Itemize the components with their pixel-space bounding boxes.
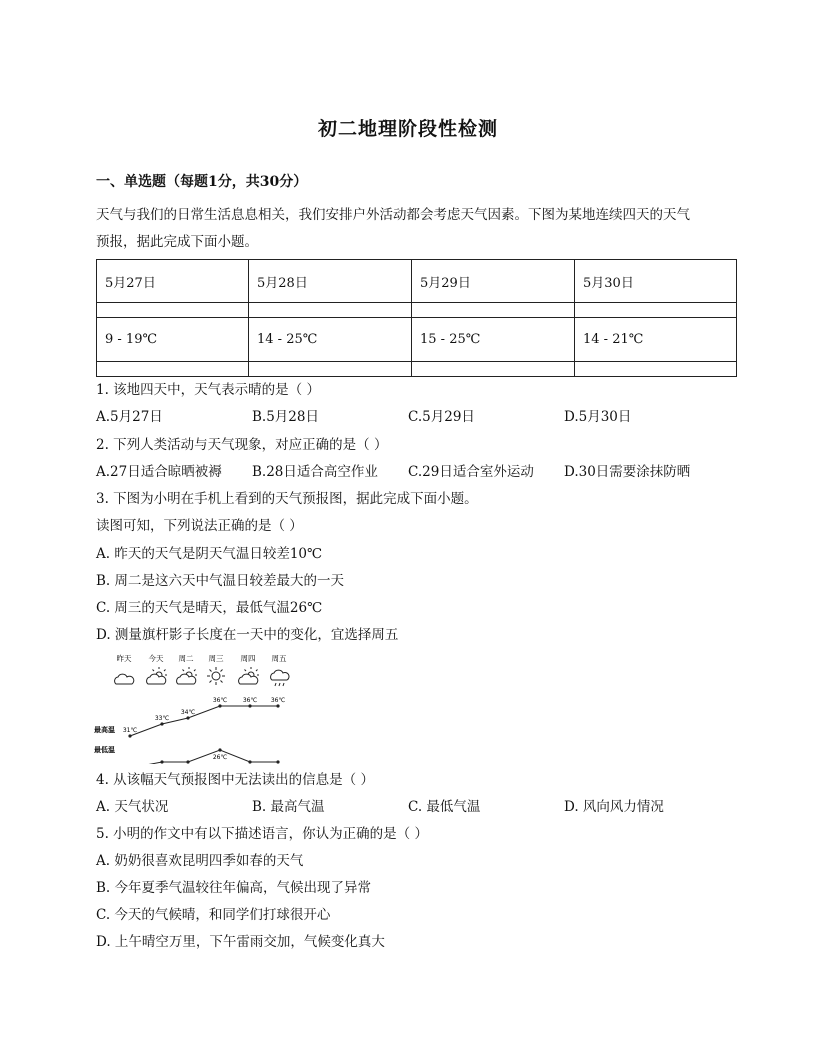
question-3-stem: 3. 下图为小明在手机上看到的天气预报图，据此完成下面小题。 — [96, 491, 478, 507]
day-label: 周三 — [208, 654, 224, 663]
weather-forecast-figure — [90, 652, 300, 764]
question-4-option-b[interactable]: B. 最高气温 — [252, 799, 325, 815]
table-date-cell: 5月27日 — [97, 260, 249, 303]
high-temp-data-label: 36℃ — [242, 697, 258, 704]
high-temp-data-label: 31℃ — [122, 727, 138, 734]
question-1-stem: 1. 该地四天中，天气表示晴的是（ ） — [96, 382, 320, 398]
cloudy-icon — [115, 674, 134, 684]
sun-cloud-icon — [239, 667, 259, 684]
sunny-icon — [207, 667, 225, 685]
question-5-option-c[interactable]: C. 今天的气候晴，和同学们打球很开心 — [96, 907, 331, 923]
low-temp-data-label: 26℃ — [212, 754, 228, 761]
question-4-option-a[interactable]: A. 天气状况 — [96, 799, 169, 815]
low-temp-point — [160, 760, 163, 763]
day-label: 今天 — [148, 654, 164, 663]
question-4-option-c[interactable]: C. 最低气温 — [408, 799, 481, 815]
high-temp-point — [186, 716, 189, 719]
forecast-chart — [90, 652, 300, 764]
low-temp-point — [186, 760, 189, 763]
day-label: 周五 — [271, 654, 287, 663]
high-temp-line — [130, 706, 278, 736]
high-temp-point — [128, 734, 131, 737]
table-temp-cell: 9 - 19℃ — [97, 318, 249, 362]
high-temp-row-label: 最高温 — [94, 726, 115, 734]
table-empty-cell — [575, 362, 737, 377]
question-2-stem: 2. 下列人类活动与天气现象，对应正确的是（ ） — [96, 437, 388, 453]
question-4-stem: 4. 从该幅天气预报图中无法读出的信息是（ ） — [96, 772, 374, 788]
table-temp-cell: 14 - 21℃ — [575, 318, 737, 362]
table-date-cell: 5月28日 — [249, 260, 412, 303]
sun-cloud-icon — [177, 667, 197, 684]
question-3-option-c[interactable]: C. 周三的天气是晴天，最低气温26℃ — [96, 600, 323, 616]
section-heading: 一、单选题（每题1分，共30分） — [96, 174, 308, 190]
low-temp-point — [218, 748, 221, 751]
question-2-option-c[interactable]: C.29日适合室外运动 — [408, 464, 534, 480]
question-5-stem: 5. 小明的作文中有以下描述语言，你认为正确的是（ ） — [96, 826, 428, 842]
question-5-option-a[interactable]: A. 奶奶很喜欢昆明四季如春的天气 — [96, 853, 304, 869]
table-temp-cell: 14 - 25℃ — [249, 318, 412, 362]
intro-line-1: 天气与我们的日常生活息息相关，我们安排户外活动都会考虑天气因素。下图为某地连续四天的天气 — [96, 207, 690, 223]
question-1-option-c[interactable]: C.5月29日 — [408, 409, 475, 425]
high-temp-data-label: 36℃ — [270, 697, 286, 704]
high-temp-point — [248, 704, 251, 707]
high-temp-data-label: 33℃ — [154, 715, 170, 722]
table-weather-cell — [412, 303, 575, 318]
day-label: 昨天 — [116, 654, 132, 663]
table-date-cell: 5月29日 — [412, 260, 575, 303]
question-1-option-b[interactable]: B.5月28日 — [252, 409, 319, 425]
table-weather-cell — [97, 303, 249, 318]
cloud-rain-icon — [271, 670, 289, 686]
question-3-option-d[interactable]: D. 测量旗杆影子长度在一天中的变化，宜选择周五 — [96, 627, 399, 643]
low-temp-row-label: 最低温 — [94, 746, 115, 754]
table-temp-cell: 15 - 25℃ — [412, 318, 575, 362]
page-title: 初二地理阶段性检测 — [317, 118, 498, 140]
table-empty-cell — [249, 362, 412, 377]
question-1-option-d[interactable]: D.5月30日 — [564, 409, 632, 425]
table-empty-cell — [97, 362, 249, 377]
sun-cloud-icon — [147, 667, 167, 684]
low-temp-point — [248, 760, 251, 763]
low-temp-series — [123, 748, 286, 764]
table-date-cell: 5月30日 — [575, 260, 737, 303]
high-temp-point — [218, 704, 221, 707]
question-4-option-d[interactable]: D. 风向风力情况 — [564, 799, 664, 815]
question-2-option-b[interactable]: B.28日适合高空作业 — [252, 464, 378, 480]
table-weather-cell — [575, 303, 737, 318]
low-temp-line — [130, 750, 278, 764]
question-5-option-d[interactable]: D. 上午晴空万里，下午雷雨交加，气候变化真大 — [96, 934, 385, 950]
high-temp-series — [123, 697, 286, 738]
question-2-option-a[interactable]: A.27日适合晾晒被褥 — [96, 464, 222, 480]
high-temp-data-label: 36℃ — [212, 697, 228, 704]
day-label: 周四 — [240, 654, 256, 663]
high-temp-point — [160, 722, 163, 725]
day-label: 周二 — [178, 654, 194, 663]
intro-line-2: 预报，据此完成下面小题。 — [96, 234, 258, 250]
question-5-option-b[interactable]: B. 今年夏季气温较往年偏高，气候出现了异常 — [96, 880, 372, 896]
question-3-option-a[interactable]: A. 昨天的天气是阴天气温日较差10℃ — [96, 546, 323, 562]
high-temp-point — [276, 704, 279, 707]
forecast-table — [96, 259, 737, 377]
question-1-option-a[interactable]: A.5月27日 — [96, 409, 163, 425]
question-3-stem-2: 读图可知，下列说法正确的是（ ） — [96, 518, 303, 534]
question-3-option-b[interactable]: B. 周二是这六天中气温日较差最大的一天 — [96, 573, 345, 589]
question-2-option-d[interactable]: D.30日需要涂抹防晒 — [564, 464, 691, 480]
table-weather-cell — [249, 303, 412, 318]
high-temp-data-label: 34℃ — [180, 709, 196, 716]
table-empty-cell — [412, 362, 575, 377]
low-temp-point — [276, 760, 279, 763]
